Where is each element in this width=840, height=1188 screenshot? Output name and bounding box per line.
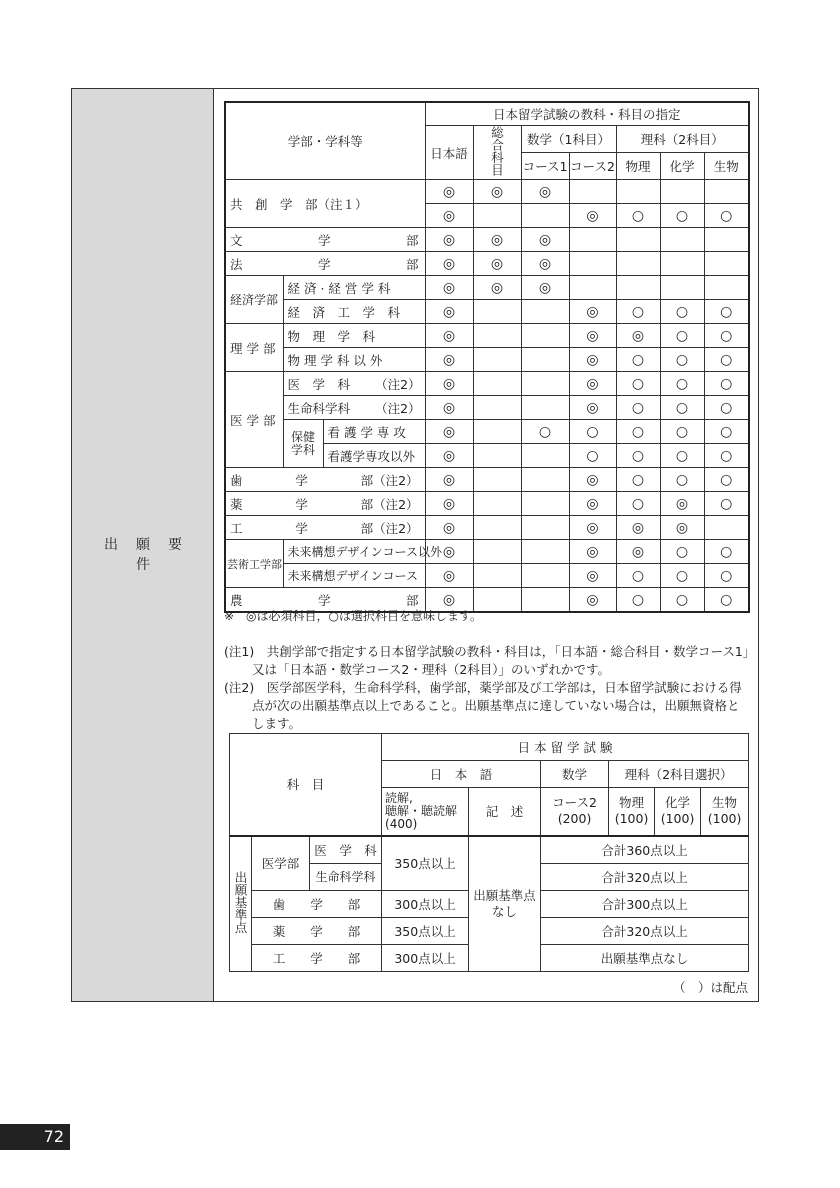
t2-course2: コース2 (200) <box>541 788 609 836</box>
mark: ○ <box>660 396 704 420</box>
t2-s300-b: 300点以上 <box>382 944 469 971</box>
row-mirai-igai: 未来構想デザインコース以外 <box>283 540 425 564</box>
mark: ◎ <box>473 180 521 204</box>
t2-kamoku: 科 目 <box>230 734 382 836</box>
t2-ko: 工 学 部 <box>252 944 382 971</box>
header-course1: コース1 <box>521 153 569 180</box>
t2-s350-a: 350点以上 <box>382 836 469 891</box>
note2-line1: (注2) 医学部医学科，生命科学科，歯学部，薬学部及び工学部は，日本留学試験における得 <box>224 680 742 695</box>
mark: ◎ <box>425 180 473 204</box>
mark: ○ <box>660 348 704 372</box>
note-symbols: ※ ◎は必須科目，○は選択科目を意味します。 <box>224 609 483 623</box>
mark: ◎ <box>425 468 473 492</box>
t2-total320-b: 合計320点以上 <box>541 917 749 944</box>
mark: ○ <box>704 444 749 468</box>
t2-total360: 合計360点以上 <box>541 836 749 864</box>
row-kyoso: 共 創 学 部（注１） <box>225 180 425 228</box>
note2-line2: 点が次の出願基準点以上であること。出願基準点に達していない場合は，出願無資格と <box>252 698 740 713</box>
subject-requirements-table <box>224 101 750 613</box>
header-sogo: 総合科目 <box>473 126 521 180</box>
mark: ◎ <box>660 516 704 540</box>
row-kango: 看 護 学 専 攻 <box>323 420 425 444</box>
mark: ◎ <box>425 444 473 468</box>
mark: ◎ <box>473 276 521 300</box>
row-keizai-keiei: 経 済 · 経 営 学 科 <box>283 276 425 300</box>
note2-line3: します。 <box>252 716 302 731</box>
haiten-note: （ ）は配点 <box>672 980 748 995</box>
row-bun: 文 学 部 <box>225 228 425 252</box>
note1-line2: 又は「日本語・数学コース2・理科（2科目）」のいずれかです。 <box>252 662 611 677</box>
header-eju: 日本留学試験の教科・科目の指定 <box>425 102 749 126</box>
mark: ○ <box>616 492 660 516</box>
header-physics: 物理 <box>616 153 660 180</box>
mark: ○ <box>660 468 704 492</box>
mark: ◎ <box>569 372 616 396</box>
mark: ◎ <box>521 276 569 300</box>
header-japanese: 日本語 <box>425 126 473 180</box>
mark: ◎ <box>425 588 473 613</box>
mark: ◎ <box>616 516 660 540</box>
mark: ◎ <box>425 540 473 564</box>
mark: ◎ <box>569 468 616 492</box>
t2-igakka: 医 学 科 <box>310 836 382 864</box>
mark: ◎ <box>569 588 616 613</box>
t2-sugaku: 数学 <box>541 761 609 788</box>
t2-kagaku: 化学 (100) <box>655 788 701 836</box>
mark: ○ <box>704 420 749 444</box>
mark: ○ <box>704 468 749 492</box>
mark: ◎ <box>569 516 616 540</box>
t2-total300: 合計300点以上 <box>541 890 749 917</box>
mark: ○ <box>616 372 660 396</box>
t2-nihongo: 日 本 語 <box>382 761 541 788</box>
mark: ◎ <box>425 324 473 348</box>
mark: ◎ <box>616 540 660 564</box>
t2-s350-b: 350点以上 <box>382 917 469 944</box>
mark: ◎ <box>521 228 569 252</box>
row-rigaku: 理 学 部 <box>225 324 283 372</box>
mark: ○ <box>660 588 704 613</box>
row-shi: 歯 学 部（注2） <box>225 468 425 492</box>
side-panel <box>72 89 214 1001</box>
row-no: 農 学 部 <box>225 588 425 613</box>
row-seimei: 生命科学科 （注2） <box>283 396 425 420</box>
row-geijutsu: 芸術工学部 <box>225 540 283 588</box>
mark: ◎ <box>473 252 521 276</box>
mark: ○ <box>660 564 704 588</box>
row-butsuri-igai: 物 理 学 科 以 外 <box>283 348 425 372</box>
mark: ○ <box>660 300 704 324</box>
t2-seimei: 生命科学科 <box>310 863 382 890</box>
t2-total320-a: 合計320点以上 <box>541 863 749 890</box>
row-kango-igai: 看護学専攻以外 <box>323 444 425 468</box>
header-chemistry: 化学 <box>660 153 704 180</box>
t2-igakubu: 医学部 <box>252 836 310 891</box>
header-course2: コース2 <box>569 153 616 180</box>
mark: ○ <box>616 204 660 228</box>
header-science: 理科（2科目） <box>616 126 749 153</box>
mark: ○ <box>660 204 704 228</box>
mark: ◎ <box>569 564 616 588</box>
row-keizai-kogaku: 経 済 工 学 科 <box>283 300 425 324</box>
row-igaku: 医 学 部 <box>225 372 283 468</box>
mark: ○ <box>616 468 660 492</box>
row-ko: 工 学 部（注2） <box>225 516 425 540</box>
mark: ◎ <box>660 492 704 516</box>
mark: ○ <box>660 324 704 348</box>
mark: ◎ <box>569 324 616 348</box>
mark: ◎ <box>569 348 616 372</box>
mark: ○ <box>616 300 660 324</box>
mark: ○ <box>616 564 660 588</box>
t2-header: 日 本 留 学 試 験 <box>382 734 749 761</box>
header-biology: 生物 <box>704 153 749 180</box>
page-number: 72 <box>0 1124 70 1150</box>
mark: ◎ <box>425 228 473 252</box>
mark: ◎ <box>616 324 660 348</box>
mark: ○ <box>704 564 749 588</box>
t2-shi: 歯 学 部 <box>252 890 382 917</box>
mark: ◎ <box>473 228 521 252</box>
mark: ○ <box>660 420 704 444</box>
mark: ○ <box>616 420 660 444</box>
mark: ○ <box>616 348 660 372</box>
row-butsuri: 物 理 学 科 <box>283 324 425 348</box>
mark: ○ <box>660 444 704 468</box>
mark: ◎ <box>569 492 616 516</box>
t2-nashi: 出願基準点 なし <box>469 836 541 972</box>
mark: ◎ <box>425 348 473 372</box>
mark: ○ <box>569 420 616 444</box>
header-faculty: 学部・学科等 <box>225 102 425 180</box>
mark: ○ <box>704 492 749 516</box>
mark: ○ <box>616 588 660 613</box>
note1-line1: (注1) 共創学部で指定する日本留学試験の教科・科目は，「日本語・総合科目・数学コース1」 <box>224 644 756 659</box>
row-keizai: 経済学部 <box>225 276 283 324</box>
mark: ◎ <box>425 276 473 300</box>
mark: ◎ <box>569 300 616 324</box>
mark: ◎ <box>569 204 616 228</box>
mark: ◎ <box>425 372 473 396</box>
mark: ◎ <box>425 204 473 228</box>
row-hoken: 保健学科 <box>283 420 323 468</box>
mark: ◎ <box>425 396 473 420</box>
t2-total-nashi: 出願基準点なし <box>541 944 749 971</box>
mark: ○ <box>660 540 704 564</box>
mark: ○ <box>704 324 749 348</box>
mark: ○ <box>616 396 660 420</box>
mark: ○ <box>704 204 749 228</box>
mark: ◎ <box>425 492 473 516</box>
mark: ◎ <box>425 252 473 276</box>
mark: ◎ <box>425 420 473 444</box>
t2-s300-a: 300点以上 <box>382 890 469 917</box>
t2-kijunten: 出願基準点 <box>230 836 252 972</box>
t2-dokkai: 読解, 聴解・聴読解 (400) <box>382 788 469 836</box>
header-math: 数学（1科目） <box>521 126 616 153</box>
mark: ○ <box>704 540 749 564</box>
mark: ◎ <box>425 564 473 588</box>
mark: ◎ <box>569 540 616 564</box>
mark: ○ <box>704 348 749 372</box>
side-label: 出願要件 <box>104 537 200 573</box>
row-ho: 法 学 部 <box>225 252 425 276</box>
row-mirai: 未来構想デザインコース <box>283 564 425 588</box>
mark: ◎ <box>521 180 569 204</box>
row-igakka: 医 学 科 （注2） <box>283 372 425 396</box>
mark: ◎ <box>521 252 569 276</box>
mark: ◎ <box>569 396 616 420</box>
t2-kijutsu: 記 述 <box>469 788 541 836</box>
mark: ○ <box>660 372 704 396</box>
t2-rika: 理科（2科目選択） <box>609 761 749 788</box>
mark: ○ <box>521 420 569 444</box>
mark: ○ <box>569 444 616 468</box>
t2-yaku: 薬 学 部 <box>252 917 382 944</box>
score-threshold-table <box>229 733 749 972</box>
mark: ○ <box>704 300 749 324</box>
mark: ○ <box>704 588 749 613</box>
mark: ○ <box>616 444 660 468</box>
t2-seibutsu: 生物 (100) <box>701 788 749 836</box>
t2-butsuri: 物理 (100) <box>609 788 655 836</box>
mark: ◎ <box>425 516 473 540</box>
requirements-frame <box>71 88 759 1002</box>
mark: ◎ <box>425 300 473 324</box>
notes-block <box>224 643 754 733</box>
mark: ○ <box>704 396 749 420</box>
row-yaku: 薬 学 部（注2） <box>225 492 425 516</box>
mark: ○ <box>704 372 749 396</box>
